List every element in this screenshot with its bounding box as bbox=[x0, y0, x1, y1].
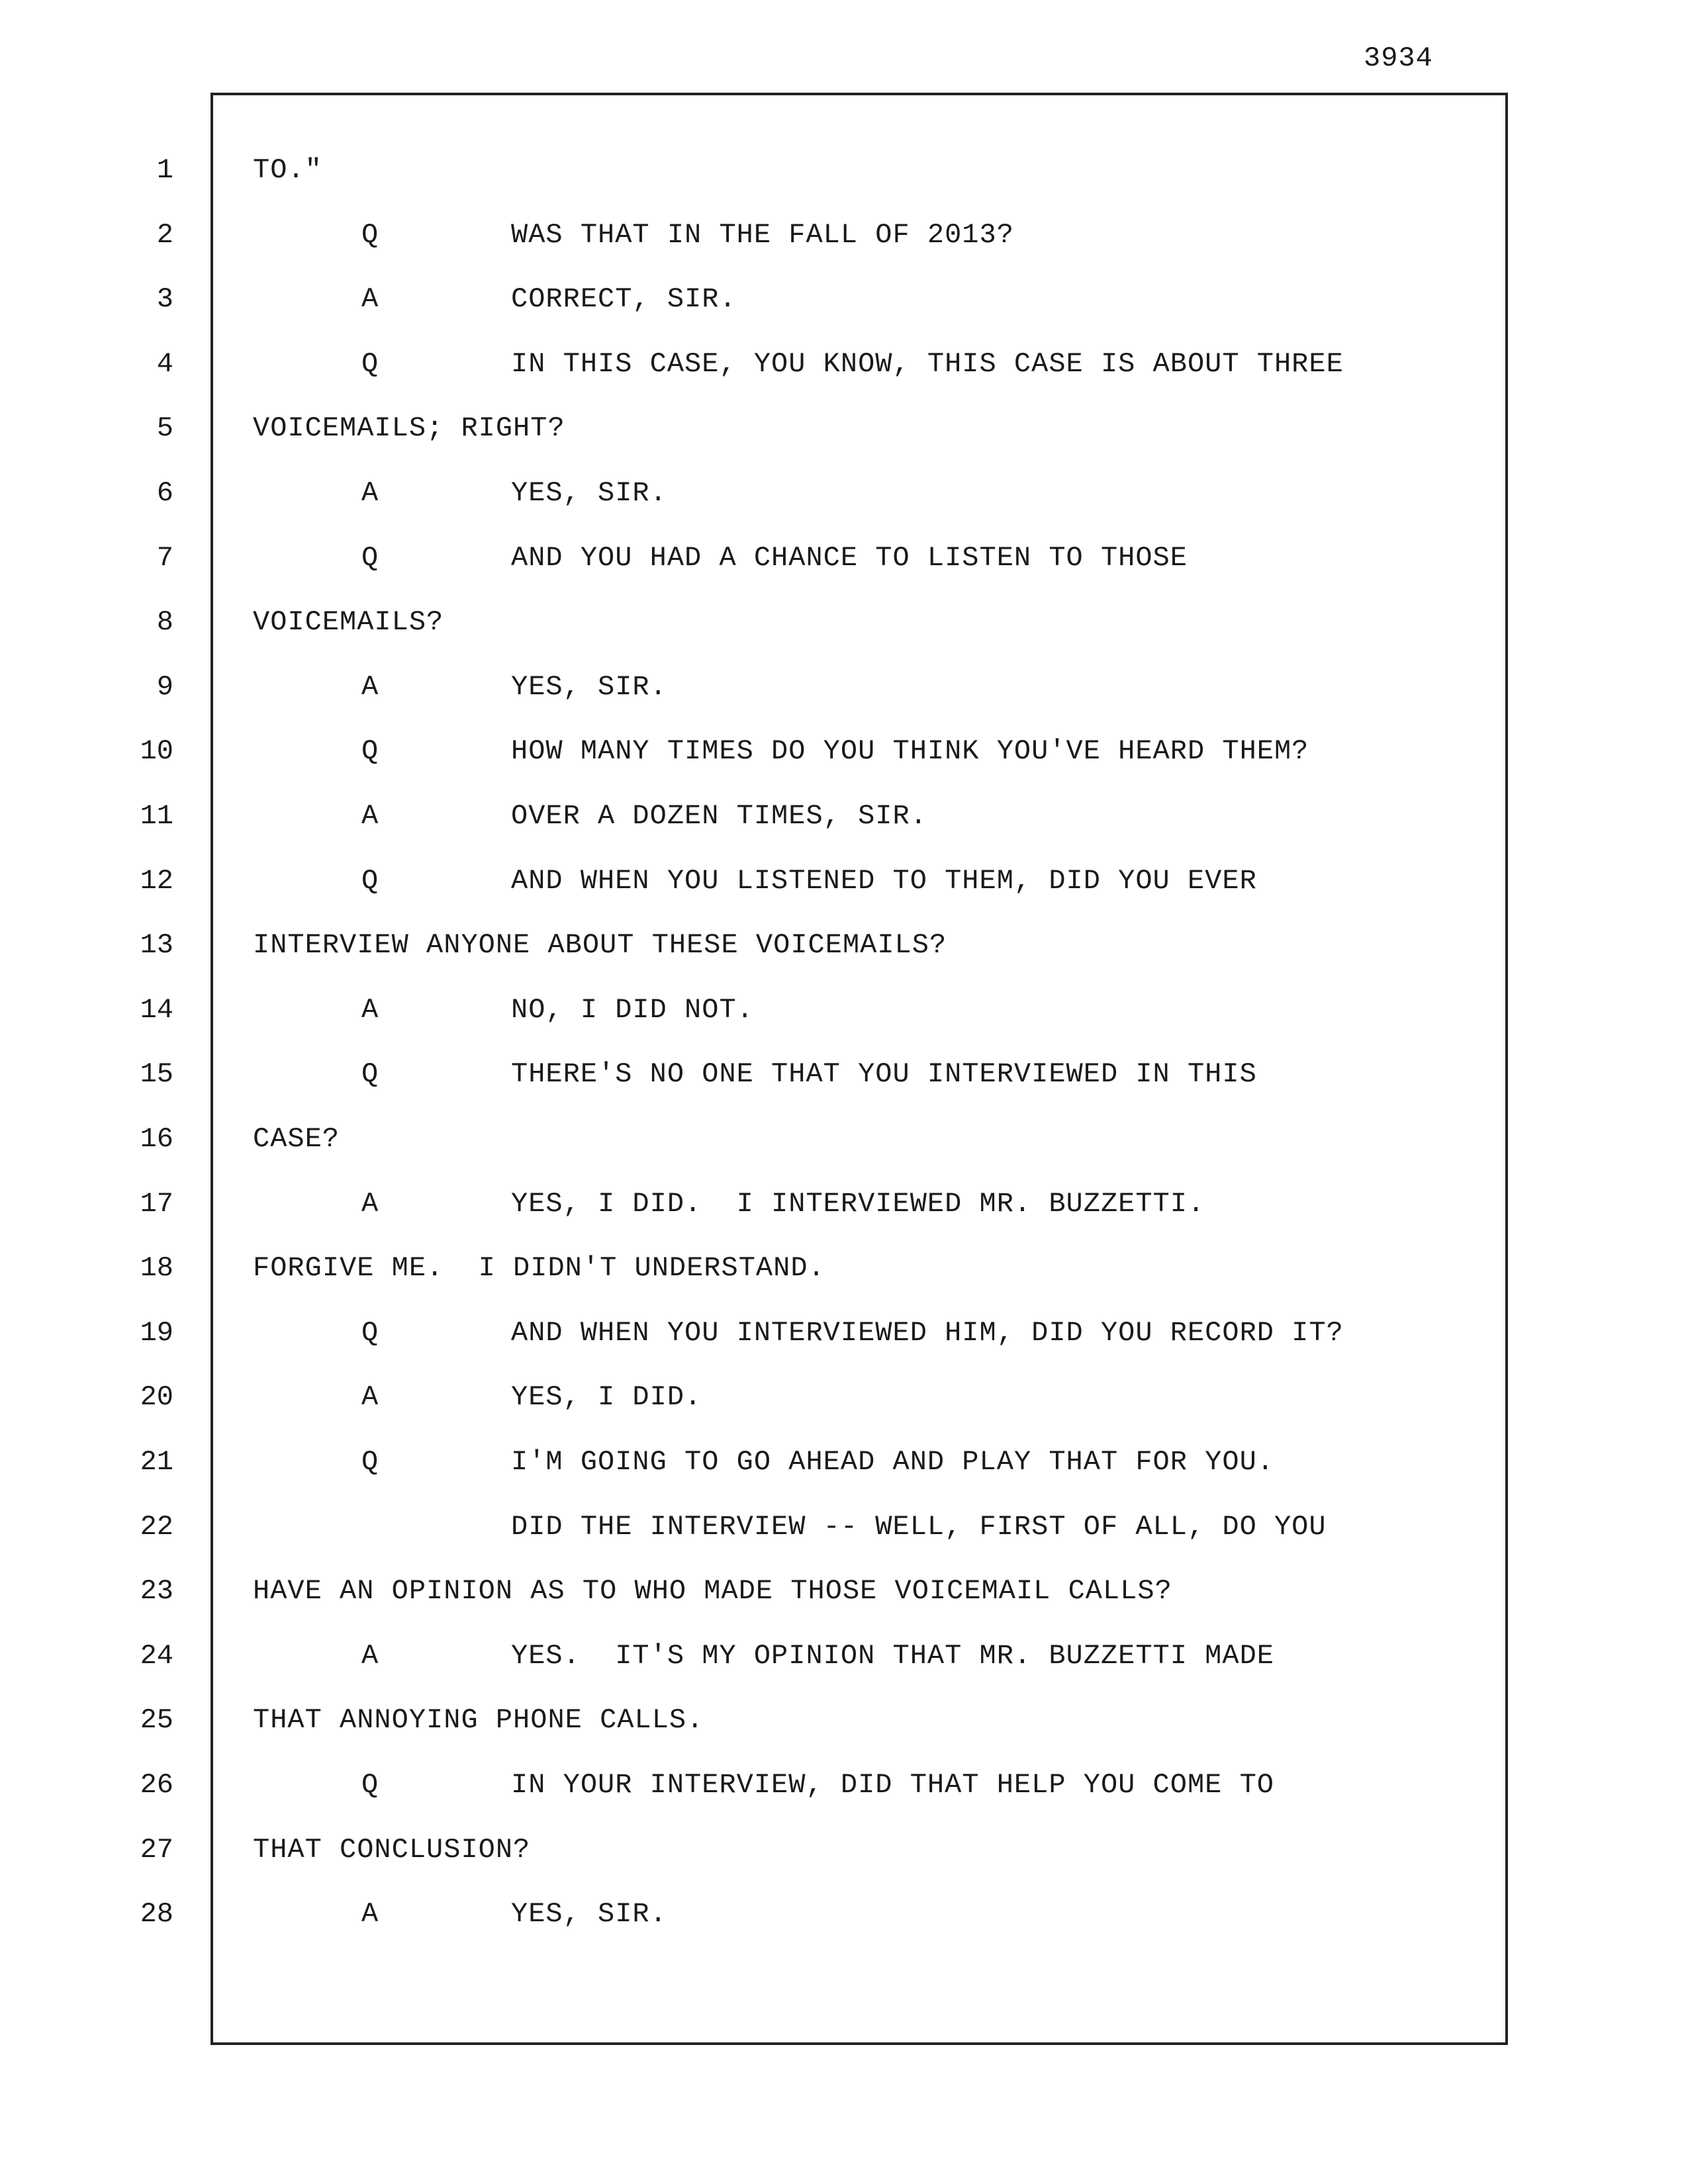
transcript-line-text: THERE'S NO ONE THAT YOU INTERVIEWED IN THIS bbox=[511, 1058, 1257, 1090]
speaker-label: A bbox=[361, 800, 379, 832]
speaker-label: Q bbox=[361, 1058, 379, 1090]
transcript-line-text: AND WHEN YOU LISTENED TO THEM, DID YOU EVER bbox=[511, 865, 1257, 897]
line-number: 26 bbox=[140, 1769, 173, 1801]
speaker-label: Q bbox=[361, 348, 379, 380]
line-number: 18 bbox=[140, 1252, 173, 1284]
line-number: 19 bbox=[140, 1317, 173, 1349]
transcript-line-text: HAVE AN OPINION AS TO WHO MADE THOSE VOICEMAIL CALLS? bbox=[253, 1575, 1172, 1607]
speaker-label: A bbox=[361, 283, 379, 315]
line-number: 8 bbox=[156, 606, 173, 638]
speaker-label: Q bbox=[361, 1446, 379, 1478]
transcript-line-text: FORGIVE ME. I DIDN'T UNDERSTAND. bbox=[253, 1252, 825, 1284]
speaker-label: A bbox=[361, 1898, 379, 1930]
transcript-line-text: IN YOUR INTERVIEW, DID THAT HELP YOU COME TO bbox=[511, 1769, 1274, 1801]
transcript-line-text: INTERVIEW ANYONE ABOUT THESE VOICEMAILS? bbox=[253, 929, 947, 961]
transcript-line-text: VOICEMAILS? bbox=[253, 606, 444, 638]
line-number: 5 bbox=[156, 412, 173, 444]
transcript-line-text: WAS THAT IN THE FALL OF 2013? bbox=[511, 219, 1014, 251]
transcript-line-text: TO." bbox=[253, 154, 322, 186]
speaker-label: Q bbox=[361, 735, 379, 767]
line-number: 12 bbox=[140, 865, 173, 897]
transcript-line-text: AND WHEN YOU INTERVIEWED HIM, DID YOU RECORD IT? bbox=[511, 1317, 1344, 1349]
transcript-line-text: THAT CONCLUSION? bbox=[253, 1834, 531, 1866]
speaker-label: A bbox=[361, 1640, 379, 1672]
transcript-line-text: AND YOU HAD A CHANCE TO LISTEN TO THOSE bbox=[511, 542, 1188, 574]
transcript-line-text: I'M GOING TO GO AHEAD AND PLAY THAT FOR YOU. bbox=[511, 1446, 1274, 1478]
line-number: 1 bbox=[156, 154, 173, 186]
line-number: 16 bbox=[140, 1123, 173, 1155]
speaker-label: A bbox=[361, 1381, 379, 1413]
transcript-line-text: YES, SIR. bbox=[511, 477, 667, 509]
line-number: 10 bbox=[140, 735, 173, 767]
line-number: 15 bbox=[140, 1058, 173, 1090]
line-number: 11 bbox=[140, 800, 173, 832]
transcript-line-text: CORRECT, SIR. bbox=[511, 283, 737, 315]
transcript-line-text: YES, SIR. bbox=[511, 1898, 667, 1930]
line-number: 7 bbox=[156, 542, 173, 574]
page-number: 3934 bbox=[1364, 42, 1433, 74]
transcript-line-text: OVER A DOZEN TIMES, SIR. bbox=[511, 800, 927, 832]
line-number: 2 bbox=[156, 219, 173, 251]
transcript-line-text: VOICEMAILS; RIGHT? bbox=[253, 412, 565, 444]
transcript-line-text: YES, I DID. bbox=[511, 1381, 702, 1413]
line-number: 28 bbox=[140, 1898, 173, 1930]
line-number: 13 bbox=[140, 929, 173, 961]
transcript-line-text: YES. IT'S MY OPINION THAT MR. BUZZETTI MADE bbox=[511, 1640, 1274, 1672]
transcript-line-text: NO, I DID NOT. bbox=[511, 994, 754, 1026]
transcript-line-text: THAT ANNOYING PHONE CALLS. bbox=[253, 1704, 704, 1736]
speaker-label: Q bbox=[361, 542, 379, 574]
line-number: 3 bbox=[156, 283, 173, 315]
speaker-label: Q bbox=[361, 219, 379, 251]
transcript-line-text: YES, SIR. bbox=[511, 671, 667, 703]
line-number: 27 bbox=[140, 1834, 173, 1866]
line-number: 22 bbox=[140, 1511, 173, 1543]
speaker-label: A bbox=[361, 994, 379, 1026]
line-number: 23 bbox=[140, 1575, 173, 1607]
transcript-line-text: HOW MANY TIMES DO YOU THINK YOU'VE HEARD THEM? bbox=[511, 735, 1309, 767]
line-number: 6 bbox=[156, 477, 173, 509]
speaker-label: A bbox=[361, 671, 379, 703]
line-number: 20 bbox=[140, 1381, 173, 1413]
transcript-line-text: CASE? bbox=[253, 1123, 340, 1155]
line-number: 24 bbox=[140, 1640, 173, 1672]
transcript-line-text: YES, I DID. I INTERVIEWED MR. BUZZETTI. bbox=[511, 1188, 1205, 1220]
line-number: 4 bbox=[156, 348, 173, 380]
line-number: 9 bbox=[156, 671, 173, 703]
speaker-label: A bbox=[361, 477, 379, 509]
line-number: 14 bbox=[140, 994, 173, 1026]
line-number: 17 bbox=[140, 1188, 173, 1220]
speaker-label: Q bbox=[361, 865, 379, 897]
speaker-label: A bbox=[361, 1188, 379, 1220]
speaker-label: Q bbox=[361, 1317, 379, 1349]
line-number: 25 bbox=[140, 1704, 173, 1736]
speaker-label: Q bbox=[361, 1769, 379, 1801]
line-number: 21 bbox=[140, 1446, 173, 1478]
transcript-line-text: IN THIS CASE, YOU KNOW, THIS CASE IS ABOUT THREE bbox=[511, 348, 1344, 380]
transcript-line-text: DID THE INTERVIEW -- WELL, FIRST OF ALL, DO YOU bbox=[511, 1511, 1327, 1543]
